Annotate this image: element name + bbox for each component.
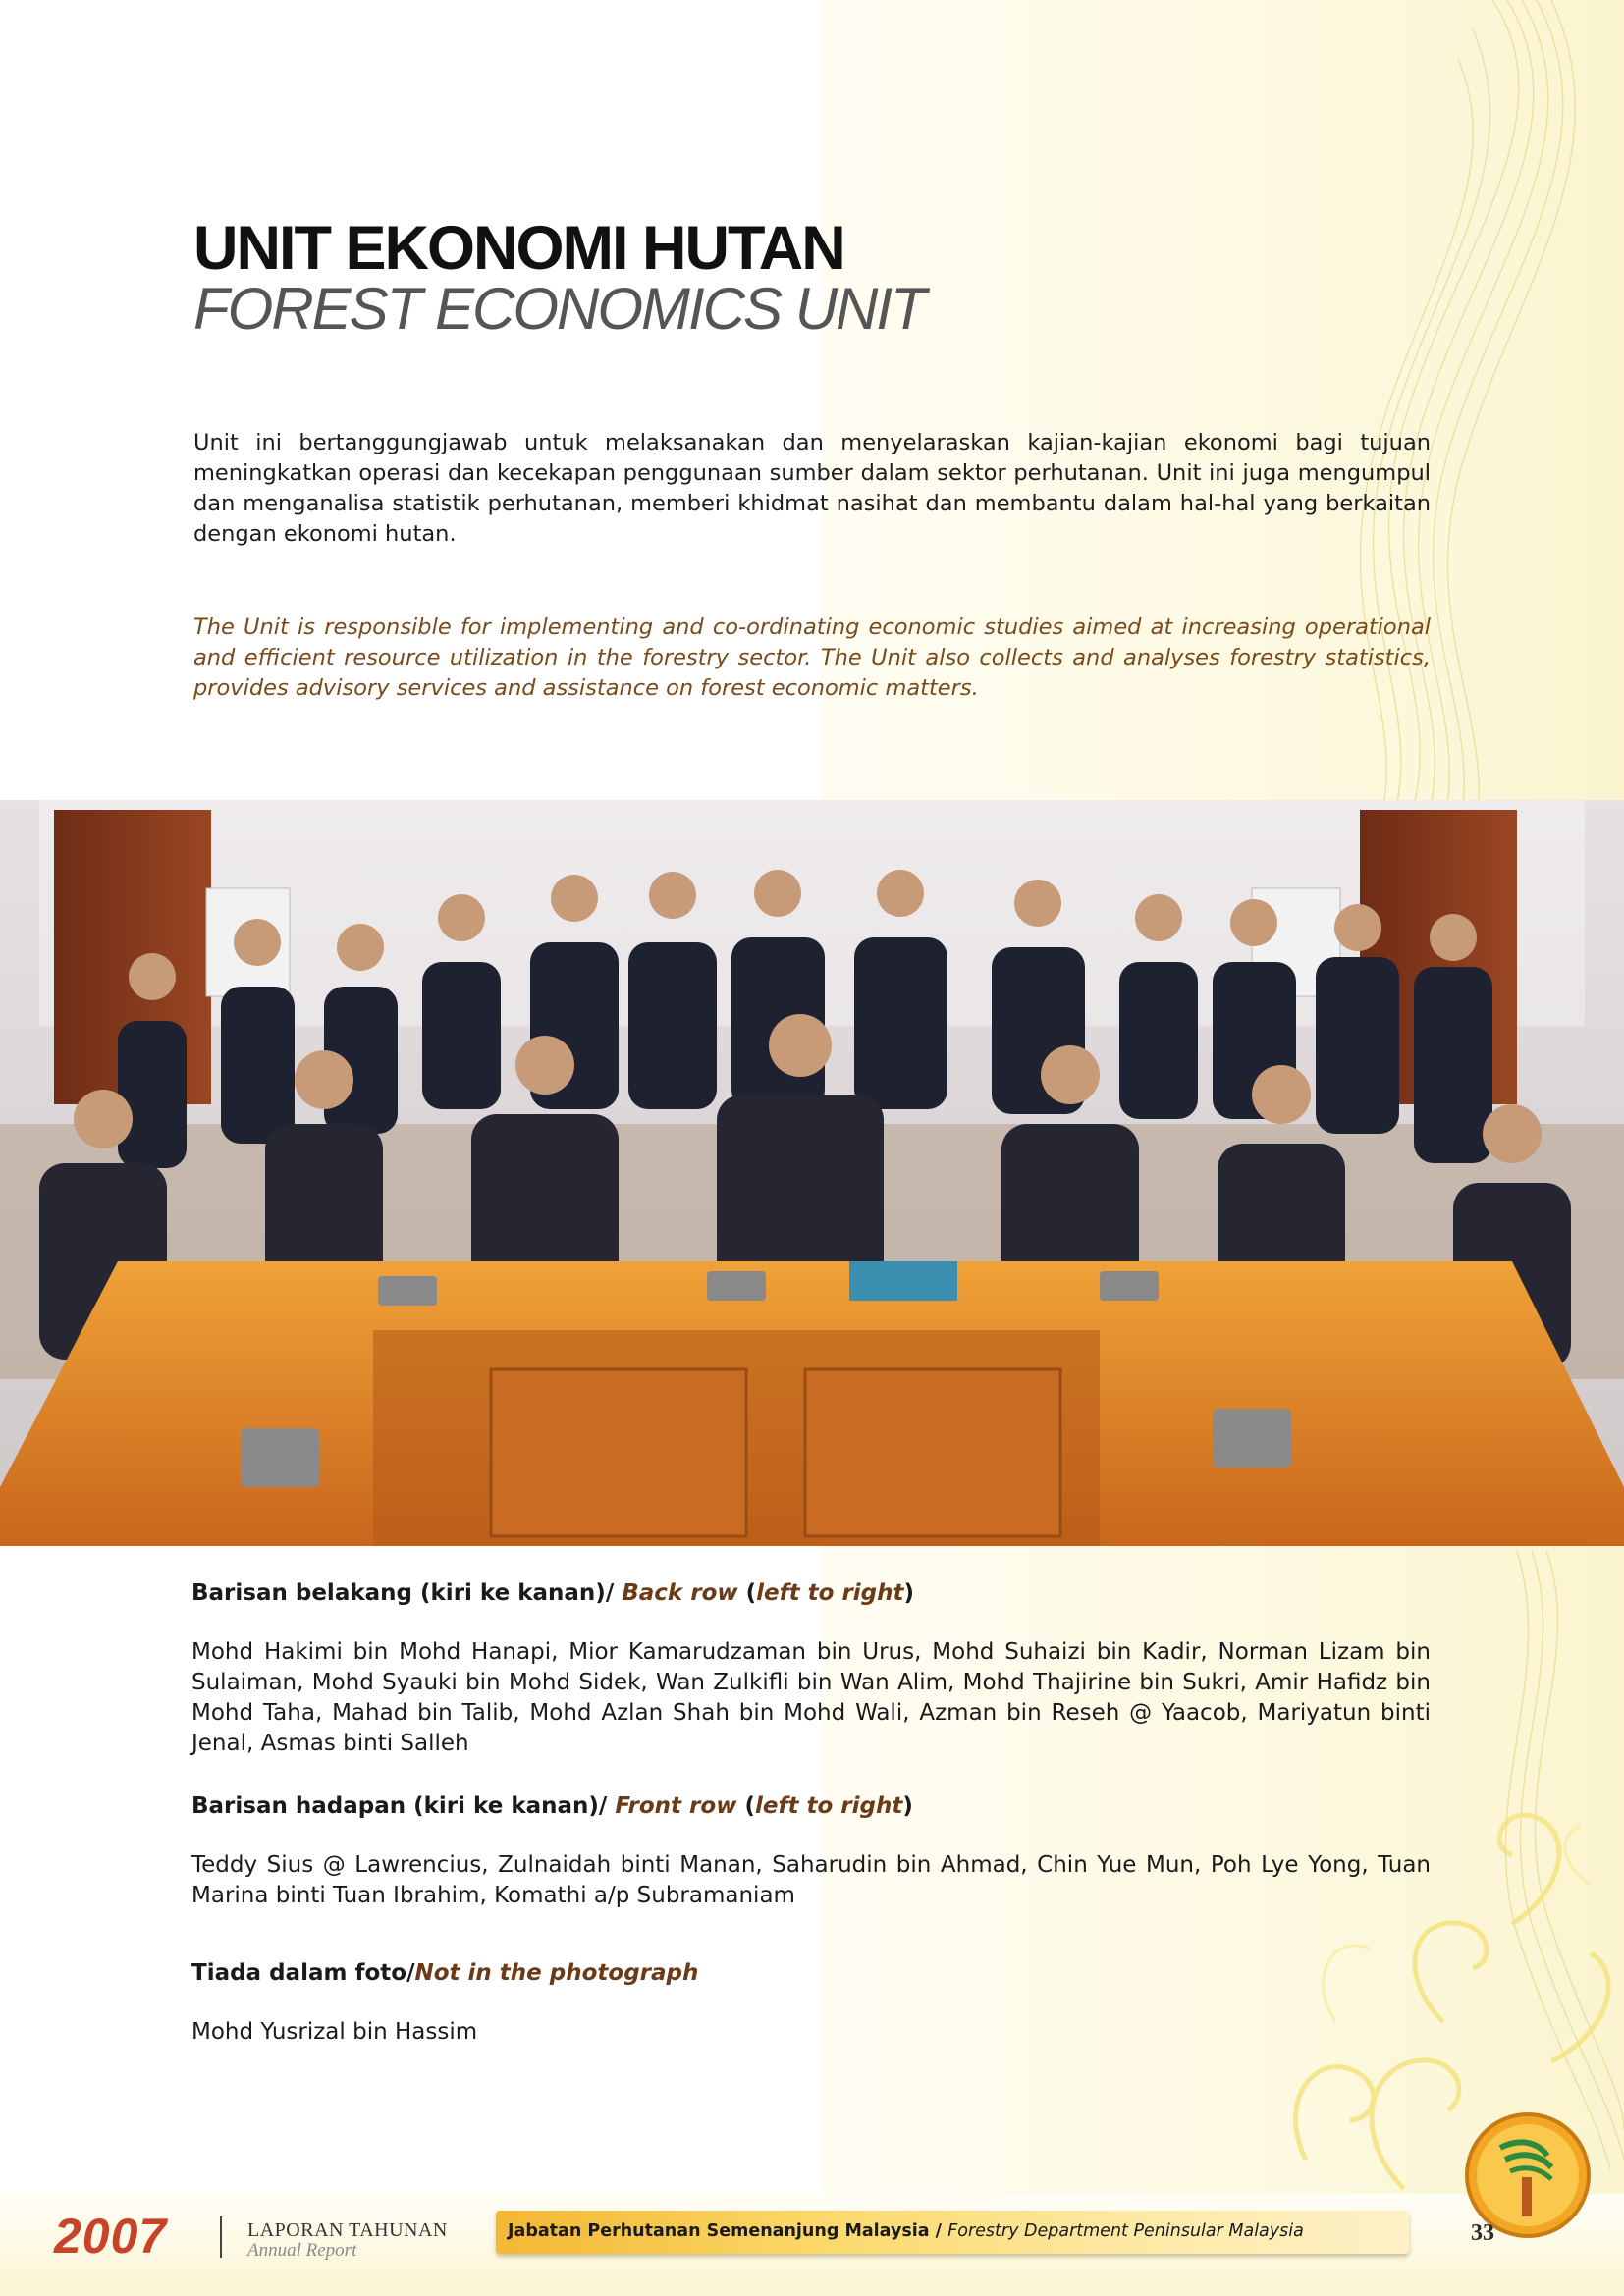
group-photo bbox=[0, 800, 1624, 1546]
intro-paragraph-malay: Unit ini bertanggungjawab untuk melaksanakan dan menyelaraskan kajian-kajian ekonomi bagi tujuan meningkatkan operasi dan kecekapan penggunaan sumber dalam sektor perhutanan. Unit ini juga mengumpul dan menganalisa statistik perhutanan, memberi khidmat nasihat dan membantu dalam hal-hal yang berkaitan dengan ekonomi hutan. bbox=[193, 430, 1431, 547]
page-title: UNIT EKONOMI HUTAN bbox=[193, 214, 844, 283]
footer-report-title: LAPORAN TAHUNAN bbox=[247, 2219, 448, 2241]
footer-year: 2007 bbox=[54, 2209, 168, 2264]
front-row-heading: Barisan hadapan (kiri ke kanan)/ Front row (left to right) bbox=[191, 1793, 913, 1819]
page-subtitle: FOREST ECONOMICS UNIT bbox=[193, 276, 925, 342]
intro-paragraph-english: The Unit is responsible for implementing and co-ordinating economic studies aimed at increasing operational and efficient resource utilization in the forestry sector. The Unit also collects and analyses forestry statistics, provides advisory services and assistance on forest economic matters. bbox=[193, 614, 1431, 701]
back-row-heading: Barisan belakang (kiri ke kanan)/ Back row (left to right) bbox=[191, 1580, 915, 1606]
footer-department-name: Jabatan Perhutanan Semenanjung Malaysia / Forestry Department Peninsular Malaysia bbox=[508, 2221, 1304, 2241]
footer-report-subtitle: Annual Report bbox=[247, 2240, 357, 2261]
footer-divider bbox=[220, 2216, 222, 2258]
page-number: 33 bbox=[1471, 2220, 1494, 2246]
absent-heading: Tiada dalam foto/Not in the photograph bbox=[191, 1960, 699, 1986]
absent-names: Mohd Yusrizal bin Hassim bbox=[191, 2019, 478, 2045]
front-row-names: Teddy Sius @ Lawrencius, Zulnaidah binti Manan, Saharudin bin Ahmad, Chin Yue Mun, Poh Lye Yong, Tuan Marina binti Tuan Ibrahim, Komathi a/p Subramaniam bbox=[191, 1852, 1431, 1908]
back-row-names: Mohd Hakimi bin Mohd Hanapi, Mior Kamarudzaman bin Urus, Mohd Suhaizi bin Kadir, Norman Lizam bin Sulaiman, Mohd Syauki bin Mohd Sidek, Wan Zulkifli bin Wan Alim, Mohd Thajirine bin Sukri, Amir Hafidz bin Mohd Taha, Mahad bin Talib, Mohd Azlan Shah bin Mohd Wali, Azman bin Reseh @ Yaacob, Mariyatun binti Jenal, Asmas binti Salleh bbox=[191, 1639, 1431, 1756]
